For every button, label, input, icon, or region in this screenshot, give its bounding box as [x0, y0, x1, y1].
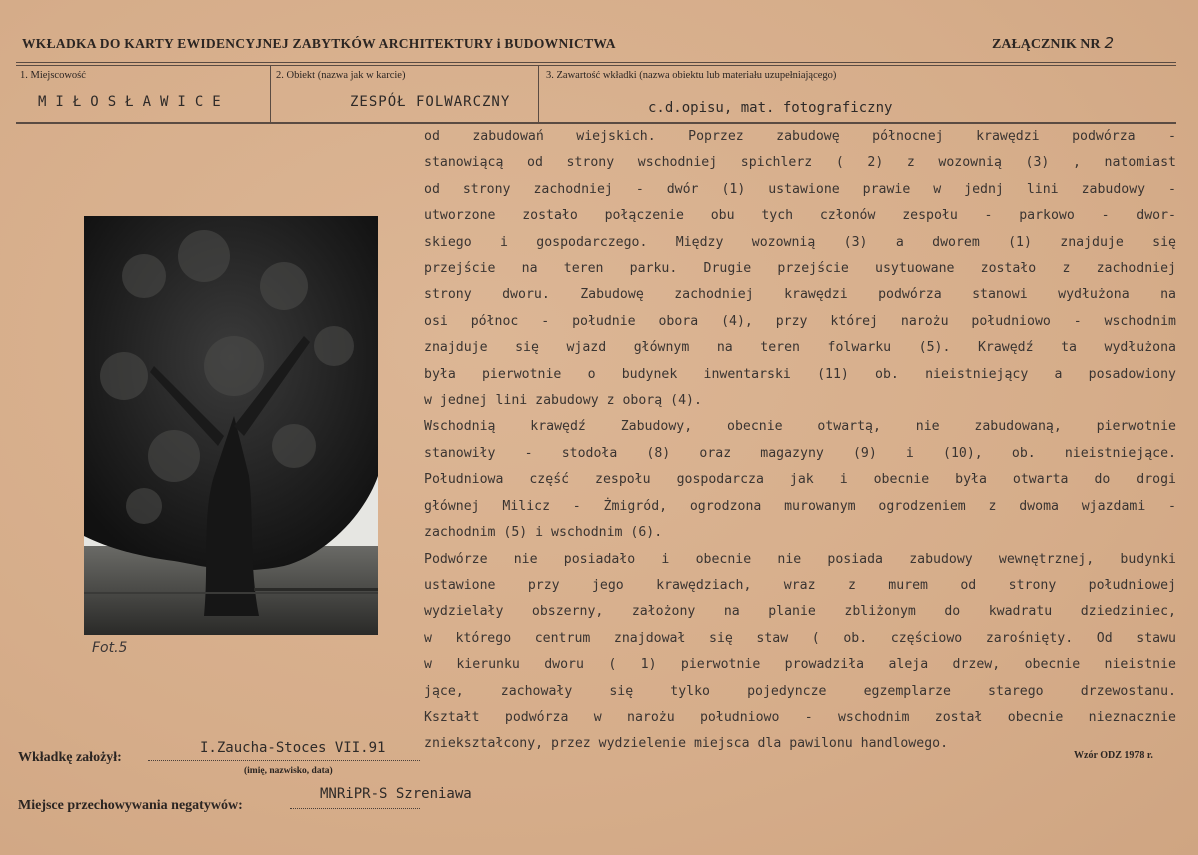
card-title: WKŁADKA DO KARTY EWIDENCYJNEJ ZABYTKÓW ARCHITEKTURY i BUDOWNICTWA — [22, 36, 616, 51]
description-line: zachodnim (5) i wschodnim (6). — [424, 525, 663, 541]
tree-photo-image — [84, 216, 378, 635]
author-value: I.Zaucha-Stoces VII.91 — [200, 740, 386, 756]
description-line: w jednej lini zabudowy z oborą (4). — [424, 393, 702, 409]
description-line: Kształt podwórza w narożu południowo - wschodnim został obecnie nieznacznie — [424, 709, 1176, 725]
annex-number: 2 — [1104, 34, 1115, 52]
tree-photograph — [84, 216, 378, 635]
description-text — [424, 124, 1176, 758]
negatives-label: Miejsce przechowywania negatywów: — [18, 798, 243, 813]
description-line: utworzone zostało połączenie obu tych członów zespołu - parkowo - dwor- — [424, 208, 1176, 224]
locality-value: MIŁOSŁAWICE — [38, 94, 230, 110]
negatives-dotted-line — [290, 808, 420, 809]
description-line: głównej Milicz - Żmigród, ogrodzona murowanym ogrodzeniem z dwoma wjazdami - — [424, 498, 1176, 514]
description-line: strony dworu. Zabudowę zachodniej krawędzi podwórza stanowi wydłużona na — [424, 287, 1176, 303]
field-divider-1 — [270, 65, 271, 122]
author-label: Wkładkę założył: — [18, 750, 122, 765]
description-line: była pierwotnie o budynek inwentarski (11) ob. nieistniejący a posadowiony — [424, 366, 1176, 382]
description-line: Wschodnią krawędź Zabudowy, obecnie otwartą, nie zabudowaną, pierwotnie — [424, 419, 1176, 435]
top-rule-1 — [16, 62, 1176, 63]
field-divider-2 — [538, 65, 539, 122]
content-value: c.d.opisu, mat. fotograficzny — [648, 100, 893, 116]
description-line: stanowiły - stodoła (8) oraz magazyny (9) i (10), ob. nieistniejące. — [424, 445, 1176, 461]
annex-label — [992, 34, 1114, 53]
description-line: zniekształcony, przez wydzielenie miejsca dla pawilonu handlowego. — [424, 736, 949, 752]
description-line: od strony zachodniej - dwór (1) ustawione prawie w jednj lini zabudowy - — [424, 181, 1176, 197]
object-label: 2. Obiekt (nazwa jak w karcie) — [276, 70, 406, 81]
description-line: stanowiącą od strony wschodniej spichlerz ( 2) z wozownią (3) , natomiast — [424, 155, 1176, 171]
description-line: wydzielały obszerny, założony na planie zbliżonym do kwadratu dziedziniec, — [424, 604, 1176, 620]
description-line: jące, zachowały się tylko pojedyncze egzemplarze starego drzewostanu. — [424, 683, 1176, 699]
description-line: przejście na teren parku. Drugie przejście usytuowane zostało z zachodniej — [424, 261, 1176, 277]
author-dotted-line — [148, 760, 420, 761]
author-hint: (imię, nazwisko, data) — [244, 766, 333, 776]
top-rule-2 — [16, 65, 1176, 66]
description-line: w kierunku dworu ( 1) pierwotnie prowadziła aleja drzew, obecnie nieistnie — [424, 657, 1176, 673]
description-line: osi północ - południe obora (4), przy której narożu południowo - wschodnim — [424, 313, 1176, 329]
object-value: ZESPÓŁ FOLWARCZNY — [350, 94, 511, 110]
description-line: ustawione przy jego krawędziach, wraz z murem od strony południowej — [424, 577, 1176, 593]
photo-caption: Fot.5 — [92, 640, 128, 656]
annex-label-text: ZAŁĄCZNIK NR — [992, 37, 1101, 52]
form-reference: Wzór ODZ 1978 r. — [1074, 750, 1153, 761]
description-line: Podwórze nie posiadało i obecnie nie posiada zabudowy wewnętrznej, budynki — [424, 551, 1176, 567]
locality-label: 1. Miejscowość — [20, 70, 86, 81]
negatives-value: MNRiPR-S Szreniawa — [320, 786, 472, 802]
description-line: Południowa część zespołu gospodarcza jak i obecnie była otwarta do drogi — [424, 472, 1176, 488]
description-line: skiego i gospodarczego. Między wozownią (3) a dworem (1) znajduje się — [424, 234, 1176, 250]
description-line: od zabudowań wiejskich. Poprzez zabudowę północnej krawędzi podwórza - — [424, 129, 1176, 144]
description-line: znajduje się wjazd głównym na teren folwarku (5). Krawędź ta wydłużona — [424, 340, 1176, 356]
description-line: w którego centrum znajdował się staw ( ob. częściowo zarośnięty. Od stawu — [424, 630, 1176, 646]
content-label: 3. Zawartość wkładki (nazwa obiektu lub materiału uzupełniającego) — [546, 70, 837, 81]
